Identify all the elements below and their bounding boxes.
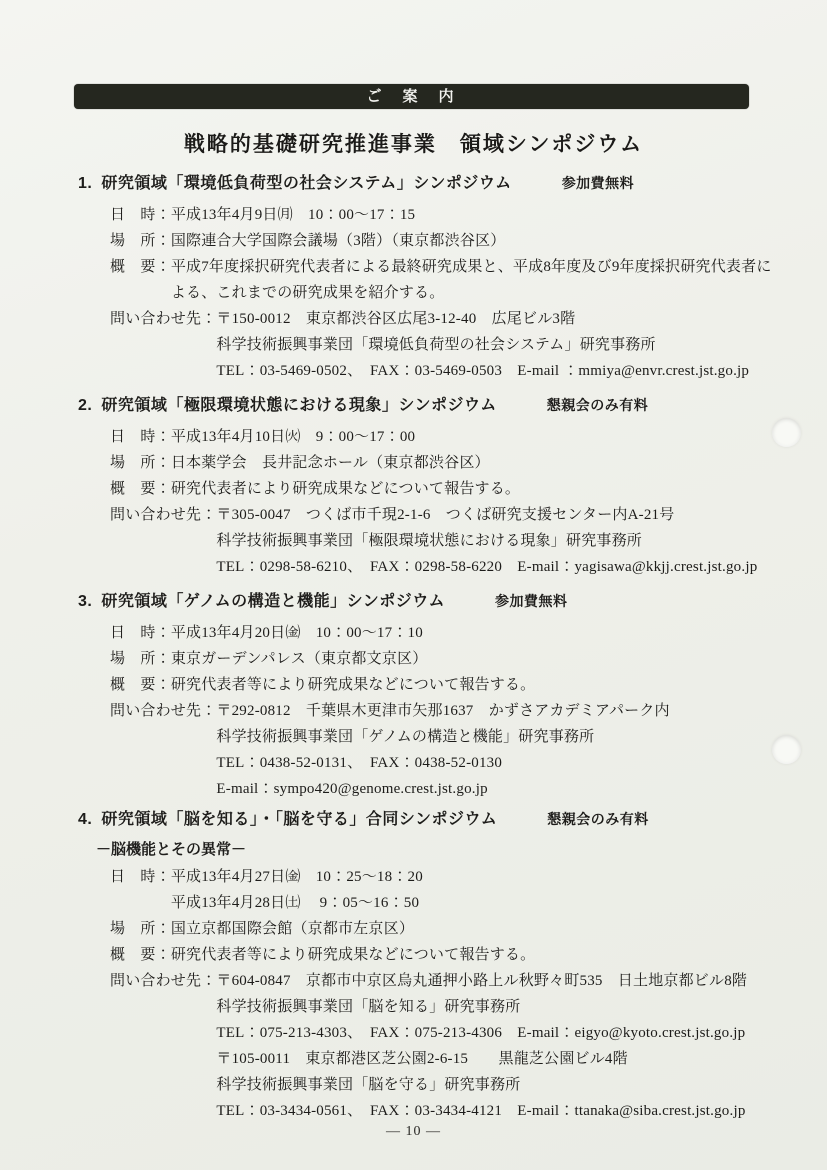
contact-office: 科学技術振興事業団「極限環境状態における現象」研究事務所 bbox=[216, 533, 643, 549]
field-label: 問い合わせ先： bbox=[110, 703, 217, 719]
fee-note: 参加費無料 bbox=[561, 175, 635, 191]
field-value: 東京ガーデンパレス（東京都文京区） bbox=[170, 651, 428, 667]
summary-row bbox=[78, 254, 778, 306]
contact-office-2: 科学技術振興事業団「脳を守る」研究事務所 bbox=[216, 1077, 521, 1093]
field-label: 場 所： bbox=[110, 921, 171, 937]
section-title: 研究領域「環境低負荷型の社会システム」シンポジウム bbox=[101, 175, 512, 192]
field-value: 平成13年4月10日㈫ 9：00～17：00 bbox=[170, 429, 416, 445]
field-value: 研究代表者により研究成果などについて報告する。 bbox=[170, 481, 521, 497]
page-number: — 10 — bbox=[386, 1124, 441, 1139]
field-label: 日 時： bbox=[110, 207, 171, 223]
banner-title: ご 案 内 bbox=[366, 88, 457, 105]
field-value: 研究代表者等により研究成果などについて報告する。 bbox=[170, 677, 536, 693]
section-number: 1. bbox=[78, 175, 93, 192]
contact-tel-fax: TEL：0438-52-0131、 FAX：0438-52-0130 bbox=[216, 755, 503, 771]
field-value: 平成13年4月20日㈮ 10：00～17：10 bbox=[170, 625, 423, 641]
field-value: 平成7年度採択研究代表者による最終研究成果と、平成8年度及び9年度採択研究代表者に bbox=[170, 259, 772, 275]
section-heading bbox=[78, 588, 778, 611]
contact-address-2: 〒105-0011 東京都港区芝公園2-6-15 黒龍芝公園ビル4階 bbox=[216, 1051, 628, 1067]
contact-address: 〒292-0812 千葉県木更津市矢那1637 かずさアカデミアパーク内 bbox=[216, 703, 670, 719]
datetime-row bbox=[78, 202, 778, 228]
fee-note: 懇親会のみ有料 bbox=[546, 397, 649, 413]
contact-email: E-mail：sympo420@genome.crest.jst.go.jp bbox=[216, 781, 488, 797]
symposium-section-3 bbox=[78, 588, 778, 802]
contact-address: 〒150-0012 東京都渋谷区広尾3-12-40 広尾ビル3階 bbox=[216, 311, 576, 327]
datetime-row bbox=[78, 620, 778, 646]
field-label: 概 要： bbox=[110, 481, 171, 497]
field-value: 平成13年4月27日㈮ 10：25～18：20 bbox=[170, 869, 423, 885]
contact-office: 科学技術振興事業団「環境低負荷型の社会システム」研究事務所 bbox=[216, 337, 656, 353]
symposium-section-2 bbox=[78, 392, 778, 580]
section-number: 2. bbox=[78, 397, 93, 414]
field-label: 日 時： bbox=[110, 625, 171, 641]
contact-tel-fax-email-2: TEL：03-3434-0561、 FAX：03-3434-4121 E-mail：ttanaka@siba.crest.jst.go.jp bbox=[216, 1103, 746, 1119]
section-heading bbox=[78, 806, 778, 829]
fee-note: 懇親会のみ有料 bbox=[547, 811, 649, 827]
place-row bbox=[78, 450, 778, 476]
field-label: 場 所： bbox=[110, 651, 171, 667]
section-heading bbox=[78, 170, 778, 193]
place-row bbox=[78, 228, 778, 254]
field-label: 問い合わせ先： bbox=[110, 311, 217, 327]
datetime-row bbox=[78, 864, 778, 916]
field-value: よる、これまでの研究成果を紹介する。 bbox=[170, 285, 445, 301]
summary-row bbox=[78, 672, 778, 698]
contact-address: 〒305-0047 つくば市千現2-1-6 つくば研究支援センター内A-21号 bbox=[216, 507, 675, 523]
field-label: 場 所： bbox=[110, 233, 171, 249]
field-label: 日 時： bbox=[110, 429, 171, 445]
field-label: 概 要： bbox=[110, 947, 171, 963]
field-value: 平成13年4月28日㈯ 9：05～16：50 bbox=[170, 895, 420, 911]
contact-row bbox=[78, 502, 778, 580]
punch-hole-bottom bbox=[772, 735, 801, 764]
field-value: 日本薬学会 長井記念ホール（東京都渋谷区） bbox=[170, 455, 490, 471]
section-heading bbox=[78, 392, 778, 415]
contact-tel-fax-email: TEL：03-5469-0502、 FAX：03-5469-0503 E-mail ：mmiya@envr.crest.jst.go.jp bbox=[216, 363, 750, 379]
section-title: 研究領域「脳を知る」・「脳を守る」合同シンポジウム bbox=[101, 811, 498, 828]
summary-row bbox=[78, 476, 778, 502]
field-label: 問い合わせ先： bbox=[110, 973, 217, 989]
contact-office: 科学技術振興事業団「脳を知る」研究事務所 bbox=[216, 999, 521, 1015]
field-label: 概 要： bbox=[110, 259, 171, 275]
symposium-section-4 bbox=[78, 806, 778, 1124]
section-subtitle: －脳機能とその異常－ bbox=[96, 841, 247, 858]
contact-row bbox=[78, 968, 778, 1124]
page-title: 戦略的基礎研究推進事業 領域シンポジウム bbox=[183, 133, 644, 156]
contact-tel-fax-email: TEL：0298-58-6210、 FAX：0298-58-6220 E-mail：yagisawa@kkjj.crest.jst.go.jp bbox=[216, 559, 758, 575]
field-label: 問い合わせ先： bbox=[110, 507, 217, 523]
section-number: 3. bbox=[78, 593, 93, 610]
field-label: 場 所： bbox=[110, 455, 171, 471]
section-title: 研究領域「ゲノムの構造と機能」シンポジウム bbox=[101, 593, 446, 610]
field-label: 日 時： bbox=[110, 869, 171, 885]
contact-office: 科学技術振興事業団「ゲノムの構造と機能」研究事務所 bbox=[216, 729, 595, 745]
datetime-row bbox=[78, 424, 778, 450]
announcement-banner bbox=[74, 84, 749, 109]
field-value: 研究代表者等により研究成果などについて報告する。 bbox=[170, 947, 536, 963]
symposium-section-1 bbox=[78, 170, 778, 384]
field-value: 国立京都国際会館（京都市左京区） bbox=[170, 921, 415, 937]
section-title: 研究領域「極限環境状態における現象」シンポジウム bbox=[101, 397, 497, 414]
contact-row bbox=[78, 698, 778, 802]
place-row bbox=[78, 646, 778, 672]
contact-tel-fax-email: TEL：075-213-4303、 FAX：075-213-4306 E-mail：eigyo@kyoto.crest.jst.go.jp bbox=[216, 1025, 746, 1041]
field-label: 概 要： bbox=[110, 677, 171, 693]
fee-note: 参加費無料 bbox=[495, 593, 568, 609]
punch-hole-top bbox=[772, 418, 801, 447]
summary-row bbox=[78, 942, 778, 968]
section-number: 4. bbox=[78, 811, 93, 828]
contact-address: 〒604-0847 京都市中京区烏丸通押小路上ル秋野々町535 日土地京都ビル8階 bbox=[216, 973, 748, 989]
field-value: 国際連合大学国際会議場（3階）（東京都渋谷区） bbox=[170, 233, 506, 249]
contact-row bbox=[78, 306, 778, 384]
field-value: 平成13年4月9日㈪ 10：00～17：15 bbox=[170, 207, 416, 223]
place-row bbox=[78, 916, 778, 942]
